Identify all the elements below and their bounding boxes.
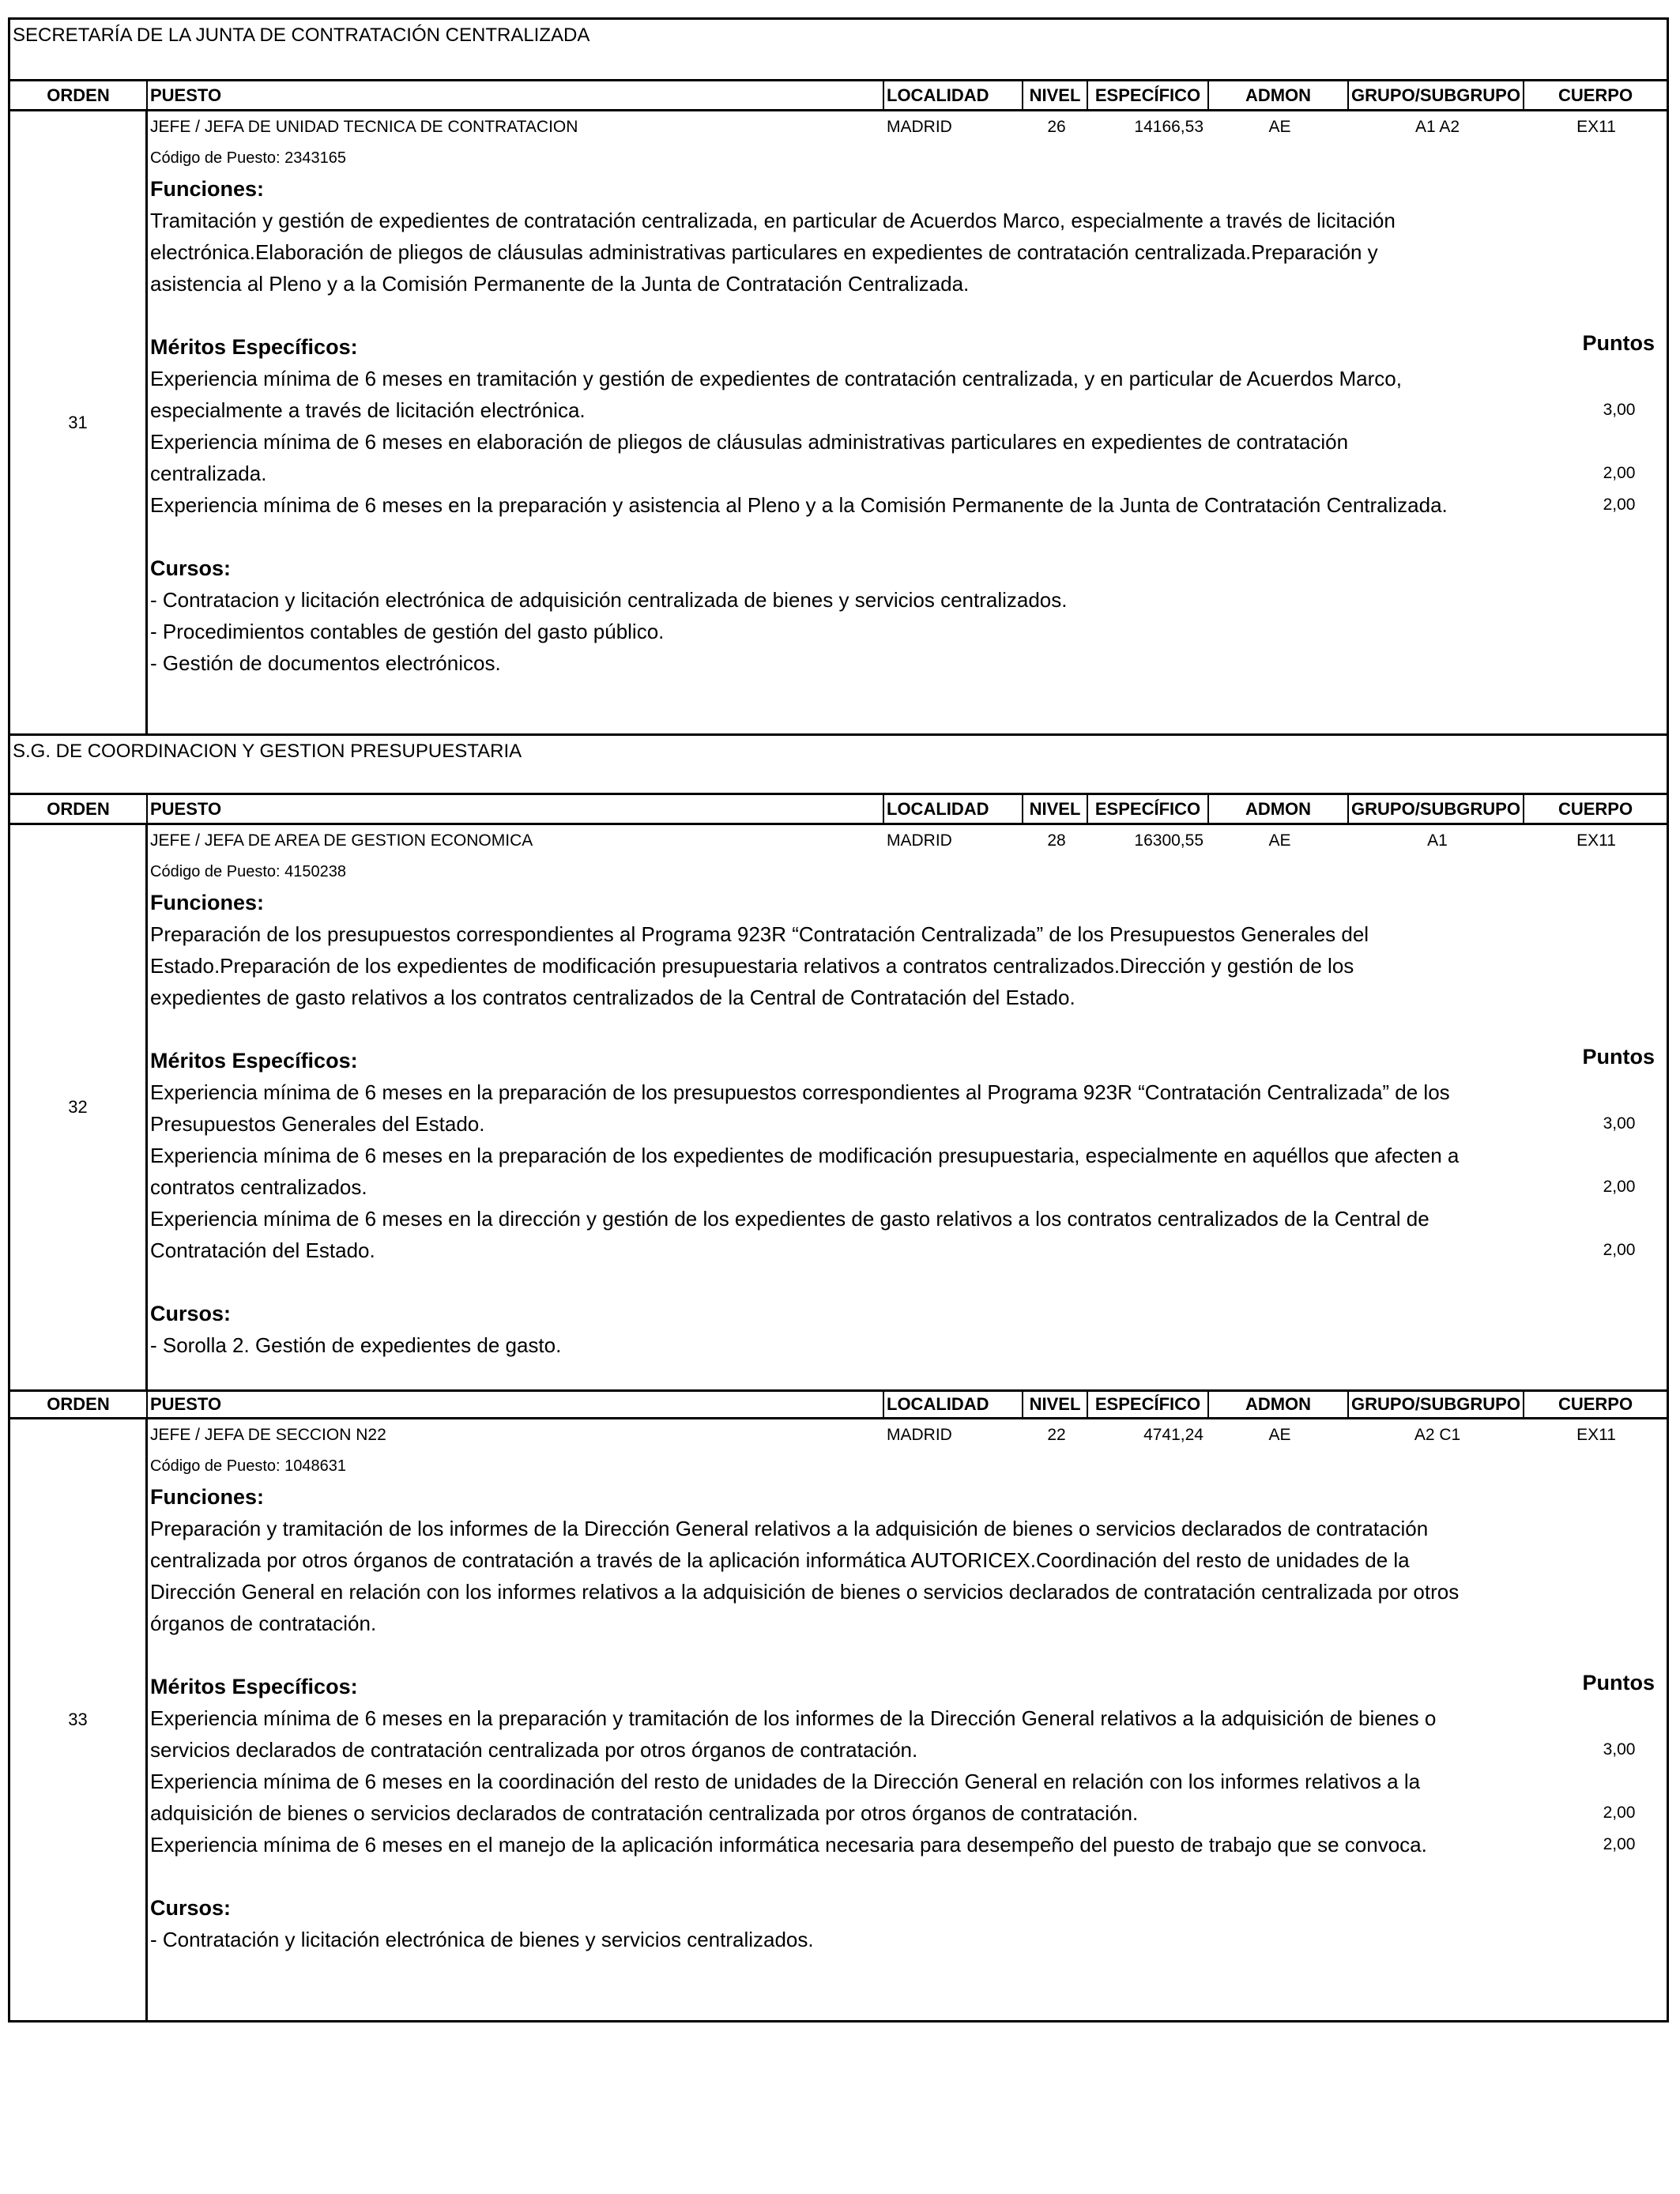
merito-text: Experiencia mínima de 6 meses en la coordinación del resto de unidades de la Dirección General en relación con los informes relativos a la adquisición de bienes o servicios declarados de contratación centralizada por otros órganos de contratación. xyxy=(150,1770,1421,1825)
funciones-label: Funciones: xyxy=(150,891,265,914)
entry-codigo: Código de Puesto: 1048631 xyxy=(150,1457,346,1475)
entry-nivel: 26 xyxy=(1047,118,1066,136)
entry-summary-line xyxy=(150,111,1667,143)
entry-codigo: Código de Puesto: 4150238 xyxy=(150,863,346,880)
puntos-label: Puntos xyxy=(1582,1045,1655,1069)
cursos-label: Cursos: xyxy=(150,1302,232,1325)
entry-especifico: 14166,53 xyxy=(1134,118,1203,136)
entry-body xyxy=(148,825,1667,1389)
entry-puesto: JEFE / JEFA DE SECCION N22 xyxy=(150,1426,386,1444)
meritos-header xyxy=(150,1045,1655,1076)
entry-row xyxy=(10,825,1667,1389)
entry-admon: AE xyxy=(1268,1426,1291,1444)
column-header-row xyxy=(10,1389,1667,1419)
cursos-label: Cursos: xyxy=(150,1896,232,1920)
merito-item xyxy=(150,1076,1655,1140)
header-grupo: GRUPO/SUBGRUPO xyxy=(1349,1392,1524,1417)
curso-item: - Sorolla 2. Gestión de expedientes de gasto. xyxy=(150,1333,562,1357)
funciones-label: Funciones: xyxy=(150,177,265,201)
entry-row xyxy=(10,1419,1667,2020)
header-nivel: NIVEL xyxy=(1023,81,1088,109)
entry-codigo: Código de Puesto: 2343165 xyxy=(150,149,346,167)
entry-grupo: A2 C1 xyxy=(1414,1426,1461,1444)
funciones-text: Preparación y tramitación de los informes de la Dirección General relativos a la adquisición de bienes o servicios declarados de contratación centralizada por otros órganos de contratación a través de la aplicación informática AUTORICEX.Coordinación del resto de unidades de la Dirección General en relación con los informes relativos a la adquisición de bienes o servicios declarados de contratación centralizada por otros órganos de contratación. xyxy=(150,1517,1460,1635)
merito-item xyxy=(150,1140,1655,1203)
merito-puntos: 2,00 xyxy=(1603,1241,1636,1259)
entry-admon: AE xyxy=(1268,118,1291,136)
column-header-row xyxy=(10,795,1667,825)
entry-cuerpo: EX11 xyxy=(1576,118,1616,136)
entry-summary-line xyxy=(150,1419,1667,1451)
header-localidad: LOCALIDAD xyxy=(884,81,1023,109)
header-nivel: NIVEL xyxy=(1023,795,1088,823)
merito-item xyxy=(150,1829,1655,1860)
merito-item xyxy=(150,363,1655,426)
merito-text: Experiencia mínima de 6 meses en el manejo de la aplicación informática necesaria para desempeño del puesto de trabajo que se convoca. xyxy=(150,1833,1427,1857)
meritos-header xyxy=(150,331,1655,363)
entry-summary-line xyxy=(150,825,1667,857)
meritos-label: Méritos Específicos: xyxy=(150,1675,358,1698)
header-grupo: GRUPO/SUBGRUPO xyxy=(1349,795,1524,823)
entry-nivel: 22 xyxy=(1047,1426,1066,1444)
header-cuerpo: CUERPO xyxy=(1558,798,1633,819)
curso-item: - Procedimientos contables de gestión del gasto público. xyxy=(150,620,665,643)
header-admon: ADMON xyxy=(1209,81,1349,109)
curso-item: - Gestión de documentos electrónicos. xyxy=(150,651,501,675)
header-cuerpo: CUERPO xyxy=(1558,85,1633,105)
entry-localidad: MADRID xyxy=(887,118,952,136)
merito-puntos: 3,00 xyxy=(1603,1114,1636,1133)
merito-text: Experiencia mínima de 6 meses en la dirección y gestión de los expedientes de gasto relativos a los contratos centralizados de la Central de Contratación del Estado. xyxy=(150,1207,1430,1262)
entry-body xyxy=(148,111,1667,733)
merito-puntos: 2,00 xyxy=(1603,1178,1636,1196)
merito-puntos: 3,00 xyxy=(1603,1740,1636,1759)
header-localidad: LOCALIDAD xyxy=(884,1392,1023,1417)
merito-text: Experiencia mínima de 6 meses en la preparación de los presupuestos correspondientes al Programa 923R “Contratación Centralizada” de los Presupuestos Generales del Estado. xyxy=(150,1080,1450,1136)
funciones-text: Preparación de los presupuestos correspondientes al Programa 923R “Contratación Centralizada” de los Presupuestos Generales del Estado.Preparación de los expedientes de modificación presupuestaria relativos a contratos centralizados.Dirección y gestión de los expedientes de gasto relativos a los contratos centralizados de la Central de Contratación del Estado. xyxy=(150,922,1369,1009)
section-title: SECRETARÍA DE LA JUNTA DE CONTRATACIÓN CENTRALIZADA xyxy=(10,20,1667,81)
merito-puntos: 2,00 xyxy=(1603,1835,1636,1853)
header-orden: ORDEN xyxy=(10,795,148,823)
entry-localidad: MADRID xyxy=(887,1426,952,1444)
entry-localidad: MADRID xyxy=(887,831,952,850)
meritos-header xyxy=(150,1671,1655,1702)
entry-admon: AE xyxy=(1268,831,1291,850)
funciones-text: Tramitación y gestión de expedientes de contratación centralizada, en particular de Acuerdos Marco, especialmente a través de licitación electrónica.Elaboración de pliegos de cláusulas administrativas particulares en expedientes de contratación centralizada.Preparación y asistencia al Pleno y a la Comisión Permanente de la Junta de Contratación Centralizada. xyxy=(150,209,1396,296)
header-orden: ORDEN xyxy=(10,81,148,109)
curso-item: - Contratación y licitación electrónica de bienes y servicios centralizados. xyxy=(150,1928,814,1951)
merito-puntos: 2,00 xyxy=(1603,464,1636,482)
merito-text: Experiencia mínima de 6 meses en la preparación de los expedientes de modificación presupuestaria, especialmente en aquéllos que afecten a contratos centralizados. xyxy=(150,1144,1460,1199)
entry-orden: 31 xyxy=(10,111,148,733)
header-especifico: ESPECÍFICO xyxy=(1088,1392,1209,1417)
header-puesto: PUESTO xyxy=(148,795,884,823)
entry-cuerpo: EX11 xyxy=(1576,1426,1616,1444)
entry-row xyxy=(10,111,1667,733)
meritos-label: Méritos Específicos: xyxy=(150,335,358,359)
entry-especifico: 16300,55 xyxy=(1134,831,1203,850)
merito-puntos: 2,00 xyxy=(1603,496,1636,514)
header-orden: ORDEN xyxy=(10,1392,148,1417)
section-title: S.G. DE COORDINACION Y GESTION PRESUPUESTARIA xyxy=(10,733,1667,795)
merito-puntos: 3,00 xyxy=(1603,401,1636,419)
entry-orden: 32 xyxy=(10,825,148,1389)
meritos-label: Méritos Específicos: xyxy=(150,1049,358,1072)
merito-text: Experiencia mínima de 6 meses en elaboración de pliegos de cláusulas administrativas particulares en expedientes de contratación centralizada. xyxy=(150,430,1349,485)
merito-puntos: 2,00 xyxy=(1603,1804,1636,1822)
puntos-label: Puntos xyxy=(1582,1671,1655,1695)
header-admon: ADMON xyxy=(1209,1392,1349,1417)
merito-text: Experiencia mínima de 6 meses en la preparación y tramitación de los informes de la Dirección General relativos a la adquisición de bienes o servicios declarados de contratación centralizada por otros órganos de contratación. xyxy=(150,1706,1437,1762)
entry-especifico: 4741,24 xyxy=(1143,1426,1203,1444)
entry-cuerpo: EX11 xyxy=(1576,831,1616,850)
entry-puesto: JEFE / JEFA DE UNIDAD TECNICA DE CONTRATACION xyxy=(150,118,578,136)
puntos-label: Puntos xyxy=(1582,331,1655,355)
header-localidad: LOCALIDAD xyxy=(884,795,1023,823)
header-nivel: NIVEL xyxy=(1023,1392,1088,1417)
merito-text: Experiencia mínima de 6 meses en la preparación y asistencia al Pleno y a la Comisión Permanente de la Junta de Contratación Centralizada. xyxy=(150,493,1448,517)
header-especifico: ESPECÍFICO xyxy=(1088,81,1209,109)
column-header-row xyxy=(10,81,1667,111)
entry-body xyxy=(148,1419,1667,2020)
merito-item xyxy=(150,1766,1655,1829)
header-cuerpo: CUERPO xyxy=(1558,1394,1633,1414)
header-puesto: PUESTO xyxy=(148,1392,884,1417)
header-grupo: GRUPO/SUBGRUPO xyxy=(1349,81,1524,109)
merito-text: Experiencia mínima de 6 meses en tramitación y gestión de expedientes de contratación centralizada, y en particular de Acuerdos Marco, especialmente a través de licitación electrónica. xyxy=(150,367,1402,422)
cursos-label: Cursos: xyxy=(150,556,232,580)
merito-item xyxy=(150,426,1655,489)
entry-grupo: A1 xyxy=(1427,831,1448,850)
merito-item xyxy=(150,1702,1655,1766)
header-puesto: PUESTO xyxy=(148,81,884,109)
header-especifico: ESPECÍFICO xyxy=(1088,795,1209,823)
entry-puesto: JEFE / JEFA DE AREA DE GESTION ECONOMICA xyxy=(150,831,533,850)
entry-orden: 33 xyxy=(10,1419,148,2020)
entry-nivel: 28 xyxy=(1047,831,1066,850)
merito-item xyxy=(150,1203,1655,1266)
merito-item xyxy=(150,489,1655,521)
curso-item: - Contratacion y licitación electrónica de adquisición centralizada de bienes y servicios centralizados. xyxy=(150,588,1068,612)
entry-grupo: A1 A2 xyxy=(1414,118,1460,136)
header-admon: ADMON xyxy=(1209,795,1349,823)
funciones-label: Funciones: xyxy=(150,1485,265,1509)
document-table xyxy=(8,17,1669,2022)
